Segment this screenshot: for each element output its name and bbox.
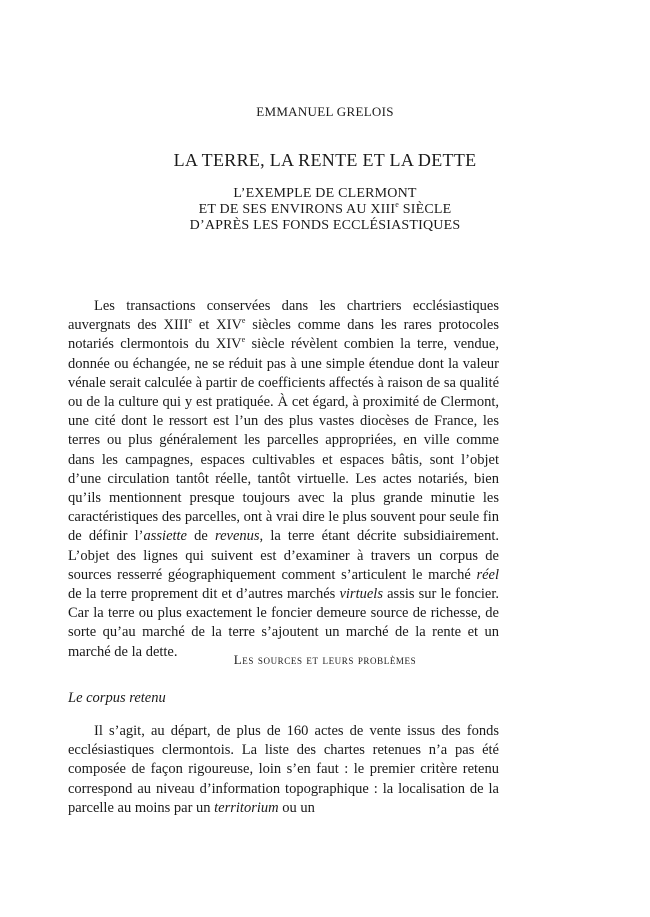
- subtitle-line-2: [0, 202, 650, 218]
- text-span: ou un: [278, 799, 315, 816]
- intro-paragraph: [68, 297, 499, 662]
- italic-term: virtuels: [339, 586, 383, 603]
- text-span: siècles comme dans les rares protocoles notariés clermontois du XIV: [68, 317, 499, 353]
- text-span: de: [187, 528, 215, 545]
- corpus-paragraph-text: [68, 722, 499, 818]
- superscript: e: [241, 335, 246, 345]
- subtitle-superscript: e: [395, 200, 400, 209]
- italic-term: réel: [476, 566, 499, 583]
- text-span: et XIV: [192, 317, 242, 334]
- text-span: Les transactions conservées dans les chartriers ecclésiastiques auvergnats des XIII: [68, 298, 499, 334]
- author-name: EMMANUEL GRELOIS: [256, 104, 394, 119]
- italic-term: assiette: [143, 528, 187, 545]
- italic-term: revenus: [214, 528, 260, 545]
- subtitle-line-2-text: ET DE SES ENVIRONS AU XIII: [198, 202, 396, 217]
- superscript: e: [188, 316, 193, 326]
- corpus-paragraph: [68, 722, 499, 818]
- italic-term: territorium: [214, 799, 279, 816]
- text-span: siècle révèlent combien la terre, vendue, donnée ou échangée, ne se réduit pas à une simple étendue dont la valeur vénale serait calculée à partir de coefficients affectés à raison de sa qualité ou de la culture qui y est pratiquée. À cet égard, à proximité de Clermont, une cité dont le ressort est l’un des plus vastes diocèses de France, les terres ou plus généralement les parcelles appropriées, en ville comme dans les campagnes, espaces cultivables et espaces bâtis, sont l’objet d’une circulation tantôt réelle, tantôt virtuelle. Les actes notariés, bien qu’ils mentionnent presque toujours avec la plus grande minutie les caractéristiques des parcelles, ont à vrai dire le plus souvent pour seule fin de définir l’: [68, 336, 500, 545]
- text-span: Il s’agit, au départ, de plus de 160 actes de vente issus des fonds ecclésiastiques clermontois. La liste des chartes retenues n’a pas été composée de façon rigoureuse, loin s’en faut : le premier critère retenu correspond au niveau d’information topographique : la localisation de la parcelle au moins par un: [68, 723, 499, 816]
- text-span: de la terre proprement dit et d’autres marchés: [68, 586, 340, 603]
- text-span: , la terre étant décrite subsidiairement. L’objet des lignes qui suivent est d’examiner à travers un corpus de sources resserré géographiquement comment s’articulent le marché: [68, 528, 499, 583]
- subsection-heading: Le corpus retenu: [68, 690, 166, 706]
- subtitle-line-3: D’APRÈS LES FONDS ECCLÉSIASTIQUES: [189, 218, 461, 233]
- section-heading: Les sources et leurs problèmes: [233, 652, 417, 667]
- article-title: LA TERRE, LA RENTE ET LA DETTE: [173, 150, 477, 170]
- intro-paragraph-text: [68, 297, 499, 662]
- subtitle-line-2-end: SIÈCLE: [399, 202, 452, 217]
- subtitle-line-1: L’EXEMPLE DE CLERMONT: [233, 186, 417, 201]
- text-span: assis sur le foncier. Car la terre ou plus exactement le foncier demeure source de richesse, de sorte qu’au marché de la terre s’ajoutent un marché de la rente et un marché de la dette.: [68, 586, 499, 660]
- superscript: e: [241, 316, 246, 326]
- article-subtitle: [0, 186, 650, 234]
